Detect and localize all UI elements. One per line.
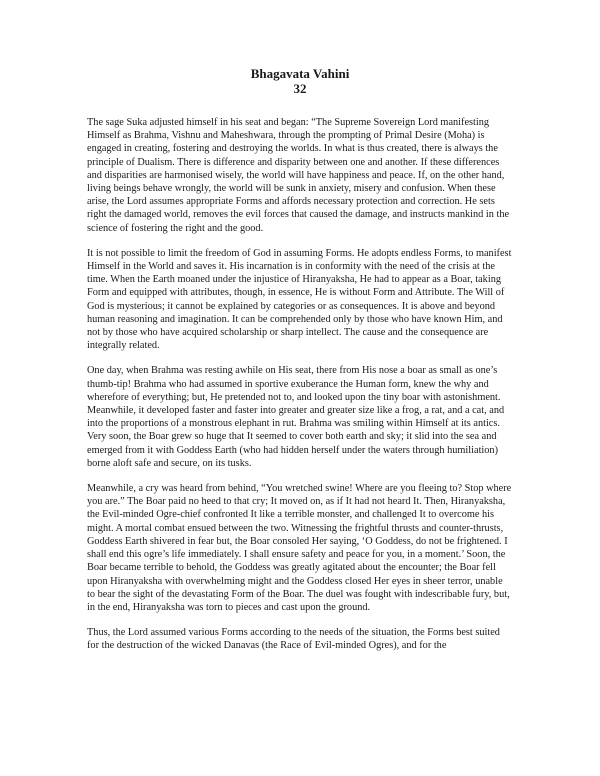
document-title: Bhagavata Vahini [250, 66, 350, 81]
header [0, 66, 600, 96]
body-text [87, 116, 513, 665]
paragraph-2: It is not possible to limit the freedom of God in assuming Forms. He adopts endless Forms, to manifest Himself in the World and saves it. His incarnation is in conformity with the need of the crisis at the time. When the Earth moaned under the injustice of Hiranyaksha, He had to appear as a Boar, taking Form and equipped with attributes, though, in essence, He is without Form and Attribute. The Will of God is mysterious; it cannot be explained by categories or as consequences. It is above and beyond human reasoning and imagination. It can be comprehended only by those who have known Him, and not by those who have acquired scholarship or sharp intellect. The cause and the consequence are integrally related. [87, 247, 512, 352]
paragraph-4: Meanwhile, a cry was heard from behind, “You wretched swine! Where are you fleeing to? Stop where you are.” The Boar paid no heed to that cry; It moved on, as if It had not heard It. Then, Hiranyaksha, the Evil-minded Ogre-chief confronted It like a terrible monster, and challenged It to overcome his might. A mortal combat ensued between the two. Witnessing the frightful thrusts and counter-thrusts, Goddess Earth shivered in fear but, the Boar consoled Her saying, ‘O Goddess, do not be frightened. I shall end this ogre’s life immediately. I shall ensure safety and peace for you, in a moment.’ Soon, the Boar became terrible to behold, the Goddess was greatly agitated about the encounter; the Boar fell upon Hiranyaksha with overwhelming might and the Goddess closed Her eyes in sheer terror, unable to bear the sight of the devastating Form of the Boar. The duel was fought with indescribable fury, but, in the end, Hiranyaksha was torn to pieces and cast upon the ground. [87, 483, 512, 613]
paragraph-3: One day, when Brahma was resting awhile on His seat, there from His nose a boar as small as one’s thumb-tip! Brahma who had assumed in sportive exuberance the Human form, knew the why and wherefore of everything; but, He pretended not to, and looked upon the tiny boar with astonishment. Meanwhile, it developed faster and faster into greater and greater size like a frog, a rat, and a cat, and into the proportions of a monstrous elephant in rut. Brahma was smiling within Himself at its antics. Very soon, the Boar grew so huge that It seemed to cover both earth and sky; it slid into the sea and emerged from it with Goddess Earth (who had hidden herself under the waters through humiliation) borne aloft safe and secure, on its tusks. [87, 365, 505, 469]
page-number: 32 [293, 81, 307, 96]
paragraph-1: The sage Suka adjusted himself in his seat and began: “The Supreme Sovereign Lord manifesting Himself as Brahma, Vishnu and Maheshwara, through the prompting of Primal Desire (Moha) is engaged in creating, fostering and destroying the worlds. In what is thus created, there is always the principle of Dualism. There is difference and disparity between one and another. If these differences and disparities are harmonised wisely, the world will have happiness and peace. If, on the other hand, living beings behave wrongly, the world will be sunk in anxiety, misery and confusion. When these arise, the Lord assumes appropriate Forms and affords necessary protection and correction. He sets right the damaged world, removes the evil forces that caused the damage, and instructs mankind in the science of fostering the right and the good. [87, 117, 510, 234]
paragraph-5: Thus, the Lord assumed various Forms according to the needs of the situation, the Forms best suited for the destruction of the wicked Danavas (the Race of Evil-minded Ogres), and for the [87, 627, 500, 652]
